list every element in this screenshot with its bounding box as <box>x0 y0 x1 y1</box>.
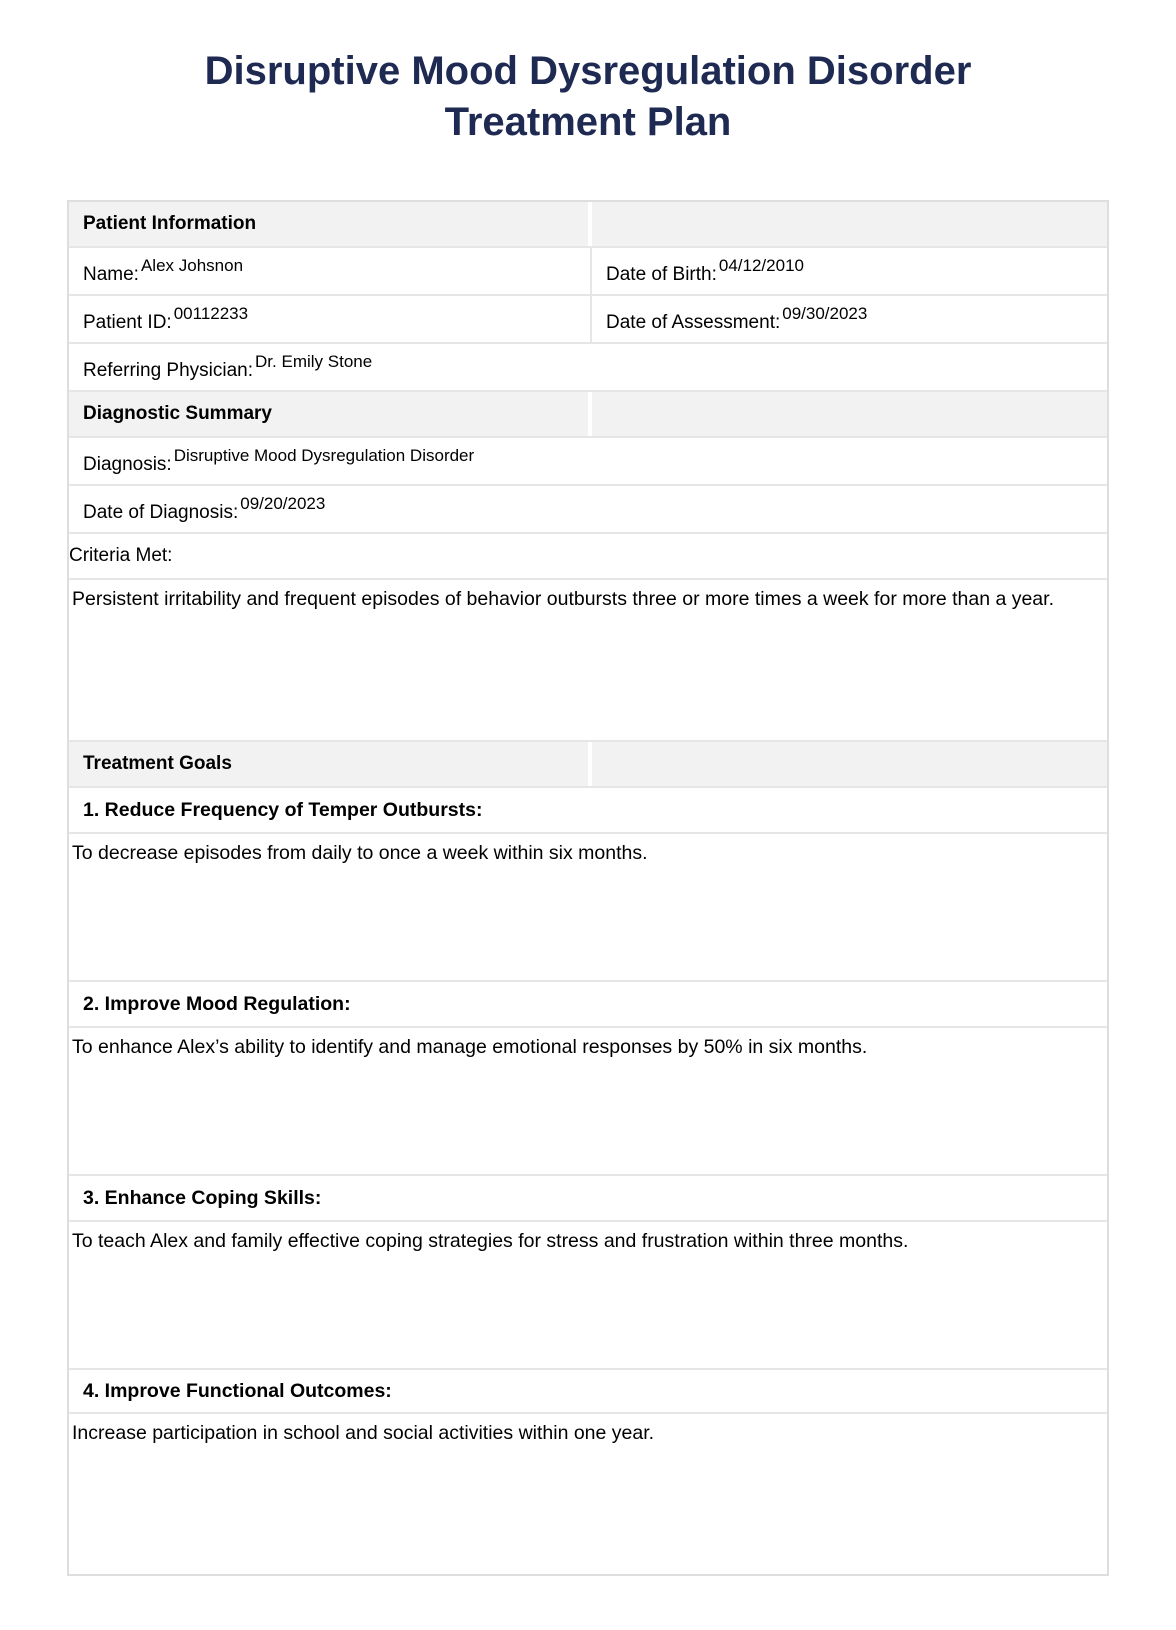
name-value[interactable]: Alex Johsnon <box>140 256 244 275</box>
field-row-diagnosis <box>69 438 1107 486</box>
goal-3-title-row <box>69 1176 1107 1222</box>
field-row-criteria-met <box>69 534 1107 580</box>
diagnosis-date-label: Date of Diagnosis: <box>83 502 239 523</box>
field-row-referring-physician <box>69 344 1107 392</box>
patient-id-value[interactable]: 00112233 <box>173 304 249 323</box>
diagnosis-value[interactable]: Disruptive Mood Dysregulation Disorder <box>173 446 475 465</box>
dob-field-cell <box>592 248 1107 294</box>
treatment-plan-table <box>67 200 1109 1576</box>
treatment-goals-heading-cell <box>69 742 592 786</box>
goal-3-description-row <box>69 1222 1107 1370</box>
page-title-line-2: Treatment Plan <box>444 100 732 144</box>
diagnostic-summary-heading-cell <box>69 392 592 436</box>
criteria-text[interactable]: Persistent irritability and frequent episodes of behavior outbursts three or more times a week for more than a year. <box>72 588 1054 610</box>
goal-2-title: 2. Improve Mood Regulation: <box>83 992 351 1015</box>
goal-2-description[interactable]: To enhance Alex’s ability to identify and manage emotional responses by 50% in six months. <box>72 1036 868 1058</box>
field-row-patientid-assessment <box>69 296 1107 344</box>
assessment-date-label: Date of Assessment: <box>606 312 781 333</box>
diagnostic-summary-heading: Diagnostic Summary <box>83 403 272 424</box>
goal-2-title-row <box>69 982 1107 1028</box>
criteria-text-row <box>69 580 1107 742</box>
diagnosis-field-cell <box>69 438 1107 484</box>
goal-1-description-row <box>69 834 1107 982</box>
assessment-date-value[interactable]: 09/30/2023 <box>782 304 868 323</box>
diagnosis-date-value[interactable]: 09/20/2023 <box>240 494 326 513</box>
goal-2-description-row <box>69 1028 1107 1176</box>
diagnosis-date-field-cell <box>69 486 1107 532</box>
diagnostic-summary-heading-spacer <box>592 392 1107 436</box>
goal-4-title-row <box>69 1370 1107 1414</box>
goal-4-title: 4. Improve Functional Outcomes: <box>83 1379 392 1402</box>
referring-physician-value[interactable]: Dr. Emily Stone <box>255 352 373 371</box>
goal-4-description[interactable]: Increase participation in school and social activities within one year. <box>72 1422 655 1444</box>
patient-id-label: Patient ID: <box>83 312 172 333</box>
criteria-met-label-cell <box>69 534 172 578</box>
goal-1-title-row <box>69 788 1107 834</box>
patient-information-heading-spacer <box>592 202 1107 246</box>
goal-4-description-row <box>69 1414 1107 1574</box>
page-title-line-1: Disruptive Mood Dysregulation Disorder <box>204 49 972 93</box>
assessment-date-field-cell <box>592 296 1107 342</box>
field-row-diagnosis-date <box>69 486 1107 534</box>
goal-1-description[interactable]: To decrease episodes from daily to once a week within six months. <box>72 842 648 864</box>
name-label: Name: <box>83 264 139 285</box>
section-header-diagnostic-summary <box>69 392 1107 438</box>
goal-1-title: 1. Reduce Frequency of Temper Outbursts: <box>83 798 483 821</box>
referring-physician-label: Referring Physician: <box>83 360 254 381</box>
goal-3-title: 3. Enhance Coping Skills: <box>83 1186 322 1209</box>
referring-physician-field-cell <box>69 344 1107 390</box>
patient-information-heading-cell <box>69 202 592 246</box>
goal-3-description[interactable]: To teach Alex and family effective coping strategies for stress and frustration within three months. <box>72 1230 909 1252</box>
field-row-name-dob <box>69 248 1107 296</box>
page-title <box>0 0 1176 148</box>
patient-information-heading: Patient Information <box>83 213 257 234</box>
patient-id-field-cell <box>69 296 592 342</box>
criteria-met-label: Criteria Met: <box>69 545 173 566</box>
treatment-goals-heading-spacer <box>592 742 1107 786</box>
name-field-cell <box>69 248 592 294</box>
dob-value[interactable]: 04/12/2010 <box>718 256 804 275</box>
dob-label: Date of Birth: <box>606 264 717 285</box>
section-header-treatment-goals <box>69 742 1107 788</box>
diagnosis-label: Diagnosis: <box>83 454 172 475</box>
section-header-patient-information <box>69 202 1107 248</box>
treatment-goals-heading: Treatment Goals <box>83 753 232 774</box>
